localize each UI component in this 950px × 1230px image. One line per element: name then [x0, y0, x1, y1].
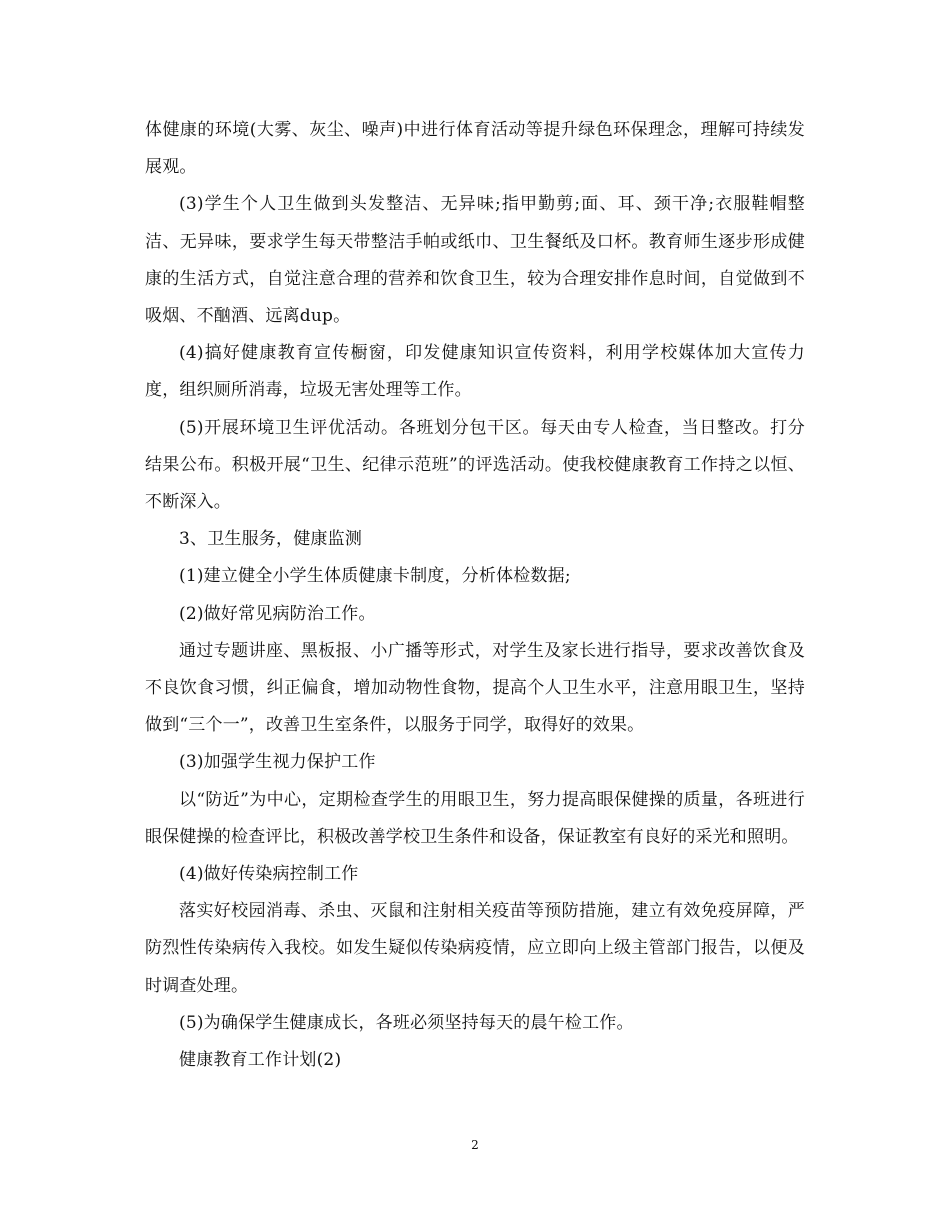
page-number: 2: [471, 1138, 479, 1152]
paragraph-disinfection-measures: 落实好校园消毒、杀虫、灭鼠和注射相关疫苗等预防措施，建立有效免疫屏障，严防烈性传染病传入我校。如发生疑似传染病疫情，应立即向上级主管部门报告，以便及时调查处理。: [145, 901, 805, 996]
paragraph-eye-exercises: 以“防近”为中心，定期检查学生的用眼卫生，努力提高眼保健操的质量，各班进行眼保健操的检查评比，积极改善学校卫生条件和设备，保证教室有良好的采光和照明。: [145, 789, 805, 847]
paragraph-vision-protection: (3)加强学生视力保护工作: [179, 752, 376, 773]
paragraph-morning-check: (5)为确保学生健康成长，各班必须坚持每天的晨午检工作。: [179, 1012, 634, 1033]
section-heading-health-service: 3、卫生服务，健康监测: [179, 529, 363, 550]
paragraph-infection-control: (4)做好传染病控制工作: [179, 864, 359, 885]
paragraph-guidance: 通过专题讲座、黑板报、小广播等形式，对学生及家长进行指导，要求改善饮食及不良饮食习惯，纠正偏食，增加动物性食物，提高个人卫生水平，注意用眼卫生，坚持做到“三个一”，改善卫生室条件，以服务于同学，取得好的效果。: [145, 640, 805, 736]
paragraph-health-publicity: (4)搞好健康教育宣传橱窗，印发健康知识宣传资料，利用学校媒体加大宣传力度，组织厕所消毒，垃圾无害处理等工作。: [145, 343, 805, 401]
paragraph-hygiene-evaluation: (5)开展环境卫生评优活动。各班划分包干区。每天由专人检查，当日整改。打分结果公布。积极开展“卫生、纪律示范班”的评选活动。使我校健康教育工作持之以恒、不断深入。: [145, 417, 805, 513]
paragraph-personal-hygiene: (3)学生个人卫生做到头发整洁、无异味;指甲勤剪;面、耳、颈干净;衣服鞋帽整洁、无异味，要求学生每天带整洁手帕或纸巾、卫生餐纸及口杯。教育师生逐步形成健康的生活方式，自觉注意合理的营养和饮食卫生，较为合理安排作息时间，自觉做到不吸烟、不酗酒、远离dup。: [145, 194, 805, 327]
paragraph-health-card: (1)建立健全小学生体质健康卡制度，分析体检数据;: [179, 566, 571, 587]
document-body: [145, 112, 805, 1079]
paragraph-disease-prevention: (2)做好常见病防治工作。: [179, 603, 376, 624]
paragraph-next-plan-title: 健康教育工作计划(2): [179, 1050, 342, 1071]
paragraph-continuation: 体健康的环境(大雾、灰尘、噪声)中进行体育活动等提升绿色环保理念，理解可持续发展观。: [145, 120, 805, 178]
